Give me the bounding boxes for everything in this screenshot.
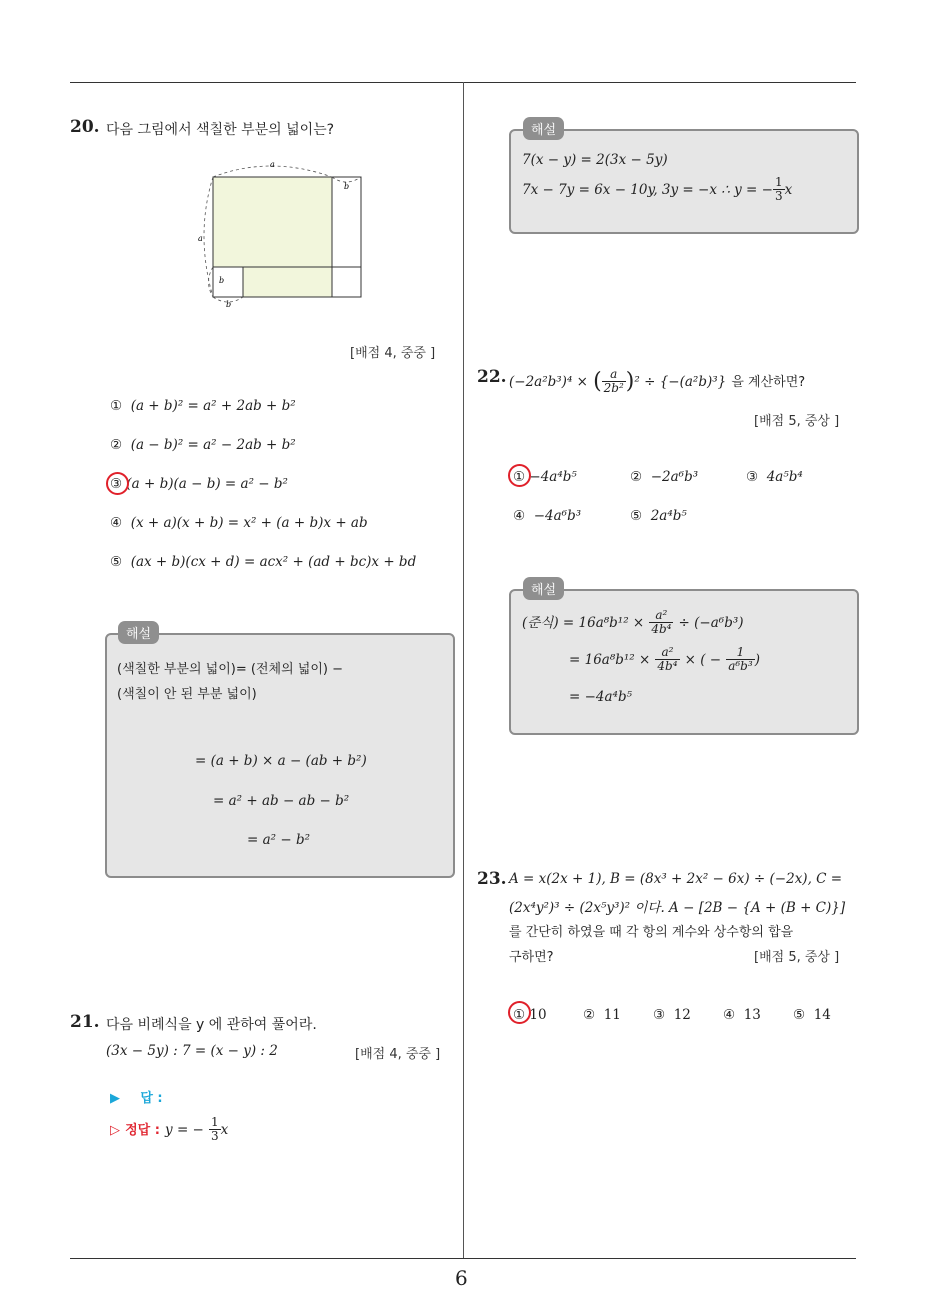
q22-option-5[interactable] (630, 508, 687, 524)
option-expr: 14 (813, 1007, 831, 1023)
q23-number: 23. (477, 869, 507, 889)
q23-option-5[interactable] (793, 1007, 831, 1023)
column-divider (463, 82, 464, 1259)
option-number: ④ (513, 508, 526, 524)
q20-score: [배점 4, 중중 ] (350, 346, 436, 361)
q21-answer-row[interactable] (110, 1087, 163, 1106)
option-expr: −4a⁶b³ (533, 508, 582, 524)
label-a-top: a (270, 160, 275, 169)
small-square-b (213, 267, 243, 297)
q20-solution-step2: = a² + ab − ab − b² (213, 793, 350, 809)
label-b-bottom: b (226, 300, 232, 309)
q22-expr-post: ² ÷ {−(a²b)³} (634, 374, 727, 391)
q22-solution-line2 (569, 646, 760, 673)
option-expr: (ax + b)(cx + d) = acx² + (ad + bc)x + bd (130, 554, 417, 570)
q20-option-3[interactable] (110, 476, 288, 492)
q22-selected-ring (508, 464, 531, 487)
option-number: ④ (110, 515, 123, 531)
option-number: ⑤ (630, 508, 643, 524)
q20-option-1[interactable] (110, 398, 296, 414)
q20-question: 다음 그림에서 색칠한 부분의 넓이는? (106, 122, 335, 138)
q23-option-3[interactable] (653, 1007, 691, 1023)
q21-solution-line1: 7(x − y) = 2(3x − 5y) (522, 152, 668, 168)
option-number: ⑤ (793, 1007, 806, 1023)
q20-solution-step3: = a² − b² (247, 832, 311, 848)
option-number: ③ (110, 476, 123, 492)
q22-number: 22. (477, 367, 507, 387)
option-expr: −2a⁶b³ (650, 469, 699, 485)
q23-line4: 구하면? (509, 950, 554, 965)
q20-figure (190, 155, 370, 315)
correct-var: x (220, 1122, 229, 1139)
q21-solution-tag: 해설 (523, 117, 564, 140)
option-number: ③ (653, 1007, 666, 1023)
q22-option-3[interactable] (746, 469, 803, 485)
option-expr: −4a⁴b⁵ (529, 469, 577, 485)
sol1-pre: (준식) = 16a⁸b¹² × (522, 615, 645, 632)
q22-solution-tag: 해설 (523, 577, 564, 600)
q21-solution-var: x (784, 182, 793, 199)
option-number: ② (630, 469, 643, 485)
q20-solution-tag: 해설 (118, 621, 159, 644)
q22-expr-pre: (−2a²b³)⁴ × (509, 374, 588, 391)
q20-option-5[interactable] (110, 554, 416, 570)
bottom-rule (70, 1258, 856, 1259)
q23-selected-ring (508, 1001, 531, 1024)
correct-label: 정답 : (125, 1123, 160, 1139)
option-expr: (a − b)² = a² − 2ab + b² (130, 437, 296, 453)
q23-line1: A = x(2x + 1), B = (8x³ + 2x² − 6x) ÷ (−2x), C = (509, 871, 843, 887)
option-number: ⑤ (110, 554, 123, 570)
q20-solution-step1: = (a + b) × a − (ab + b²) (195, 753, 367, 769)
q23-option-2[interactable] (583, 1007, 621, 1023)
q22-option-4[interactable] (513, 508, 581, 524)
option-number: ② (110, 437, 123, 453)
q22-fraction: $\frac{a}{\text{2b²}}$ (603, 367, 624, 396)
outline-play-icon: ▷ (110, 1123, 120, 1139)
sol2-fraction2: $\frac{1}{\text{a⁶b³}}$ (728, 645, 753, 674)
q22-question-tail: 을 계산하면? (731, 375, 806, 391)
option-expr: (a + b)² = a² + 2ab + b² (130, 398, 296, 414)
q22-solution-line3: = −4a⁴b⁵ (569, 689, 633, 705)
sol2-mid: × ( − (684, 652, 722, 669)
option-number: ② (583, 1007, 596, 1023)
option-number: ① (110, 398, 123, 414)
sol2-fraction: $\frac{\text{a²}}{\text{4b⁴}}$ (657, 645, 678, 674)
q22-question-row: (−2a²b³)⁴ × ( $\frac{a}{\text{2b²}}$ )² ÷ {−(a²b)³} 을 계산하면? (509, 367, 806, 396)
option-expr: (x + a)(x + b) = x² + (a + b)x + ab (130, 515, 368, 531)
q21-number: 21. (70, 1012, 100, 1032)
q21-solution-fraction: $\frac{1}{3}$ (774, 175, 783, 204)
sol1-post: ÷ (−a⁶b³) (678, 615, 744, 632)
label-b-right: b (344, 182, 350, 191)
q23-line2: (2x⁴y²)³ ÷ (2x⁵y³)² 이다. A − [2B − {A + (B + C)}] (509, 900, 846, 916)
correct-fraction: $\frac{1}{3}$ (210, 1115, 219, 1144)
label-a-left: a (198, 234, 203, 243)
q21-expression: (3x − 5y) : 7 = (x − y) : 2 (106, 1043, 278, 1059)
option-expr: 12 (673, 1007, 691, 1023)
shaded-small-rect (243, 267, 332, 297)
option-number: ① (513, 1007, 526, 1023)
q20-number: 20. (70, 117, 100, 137)
option-expr: 11 (603, 1007, 621, 1023)
q20-option-4[interactable] (110, 515, 368, 531)
q20-solution-line1: (색칠한 부분의 넓이)= (전체의 넓이) − (117, 662, 343, 677)
q22-score: [배점 5, 중상 ] (754, 414, 840, 429)
answer-label: 답 : (140, 1091, 163, 1106)
option-number: ① (513, 469, 526, 485)
q21-question: 다음 비례식을 y 에 관하여 풀어라. (106, 1017, 317, 1033)
q20-solution-line2: (색칠이 안 된 부분 넓이) (117, 687, 257, 702)
label-b-small: b (219, 276, 225, 285)
correct-lhs: y = − (165, 1122, 204, 1139)
q21-score: [배점 4, 중중 ] (355, 1047, 441, 1062)
option-expr: 2a⁴b⁵ (650, 508, 687, 524)
option-expr: 10 (529, 1007, 547, 1023)
play-icon: ▶ (110, 1091, 120, 1106)
sol2-pre: = 16a⁸b¹² × (569, 652, 651, 669)
q23-option-4[interactable] (723, 1007, 761, 1023)
option-expr: 4a⁵b⁴ (766, 469, 803, 485)
q22-solution-line1 (522, 609, 744, 636)
shaded-large-square (213, 177, 332, 267)
q20-selected-ring (106, 472, 129, 495)
option-number: ④ (723, 1007, 736, 1023)
right-strip (332, 177, 361, 297)
sol1-fraction: $\frac{\text{a²}}{\text{4b⁴}}$ (651, 608, 672, 637)
q23-line3: 를 간단히 하였을 때 각 항의 계수와 상수항의 합을 (509, 925, 794, 940)
q23-score: [배점 5, 중상 ] (754, 950, 840, 965)
q21-correct-row (110, 1116, 228, 1143)
q21-solution-line2-row (522, 176, 792, 203)
option-number: ③ (746, 469, 759, 485)
option-expr: (a + b)(a − b) = a² − b² (126, 476, 288, 492)
q21-solution-line2: 7x − 7y = 6x − 10y, 3y = −x ∴ y = − (522, 182, 773, 199)
q22-option-2[interactable] (630, 469, 698, 485)
option-expr: 13 (743, 1007, 761, 1023)
page-number: 6 (455, 1266, 468, 1290)
q20-option-2[interactable] (110, 437, 296, 453)
sol2-post: ) (754, 652, 760, 669)
